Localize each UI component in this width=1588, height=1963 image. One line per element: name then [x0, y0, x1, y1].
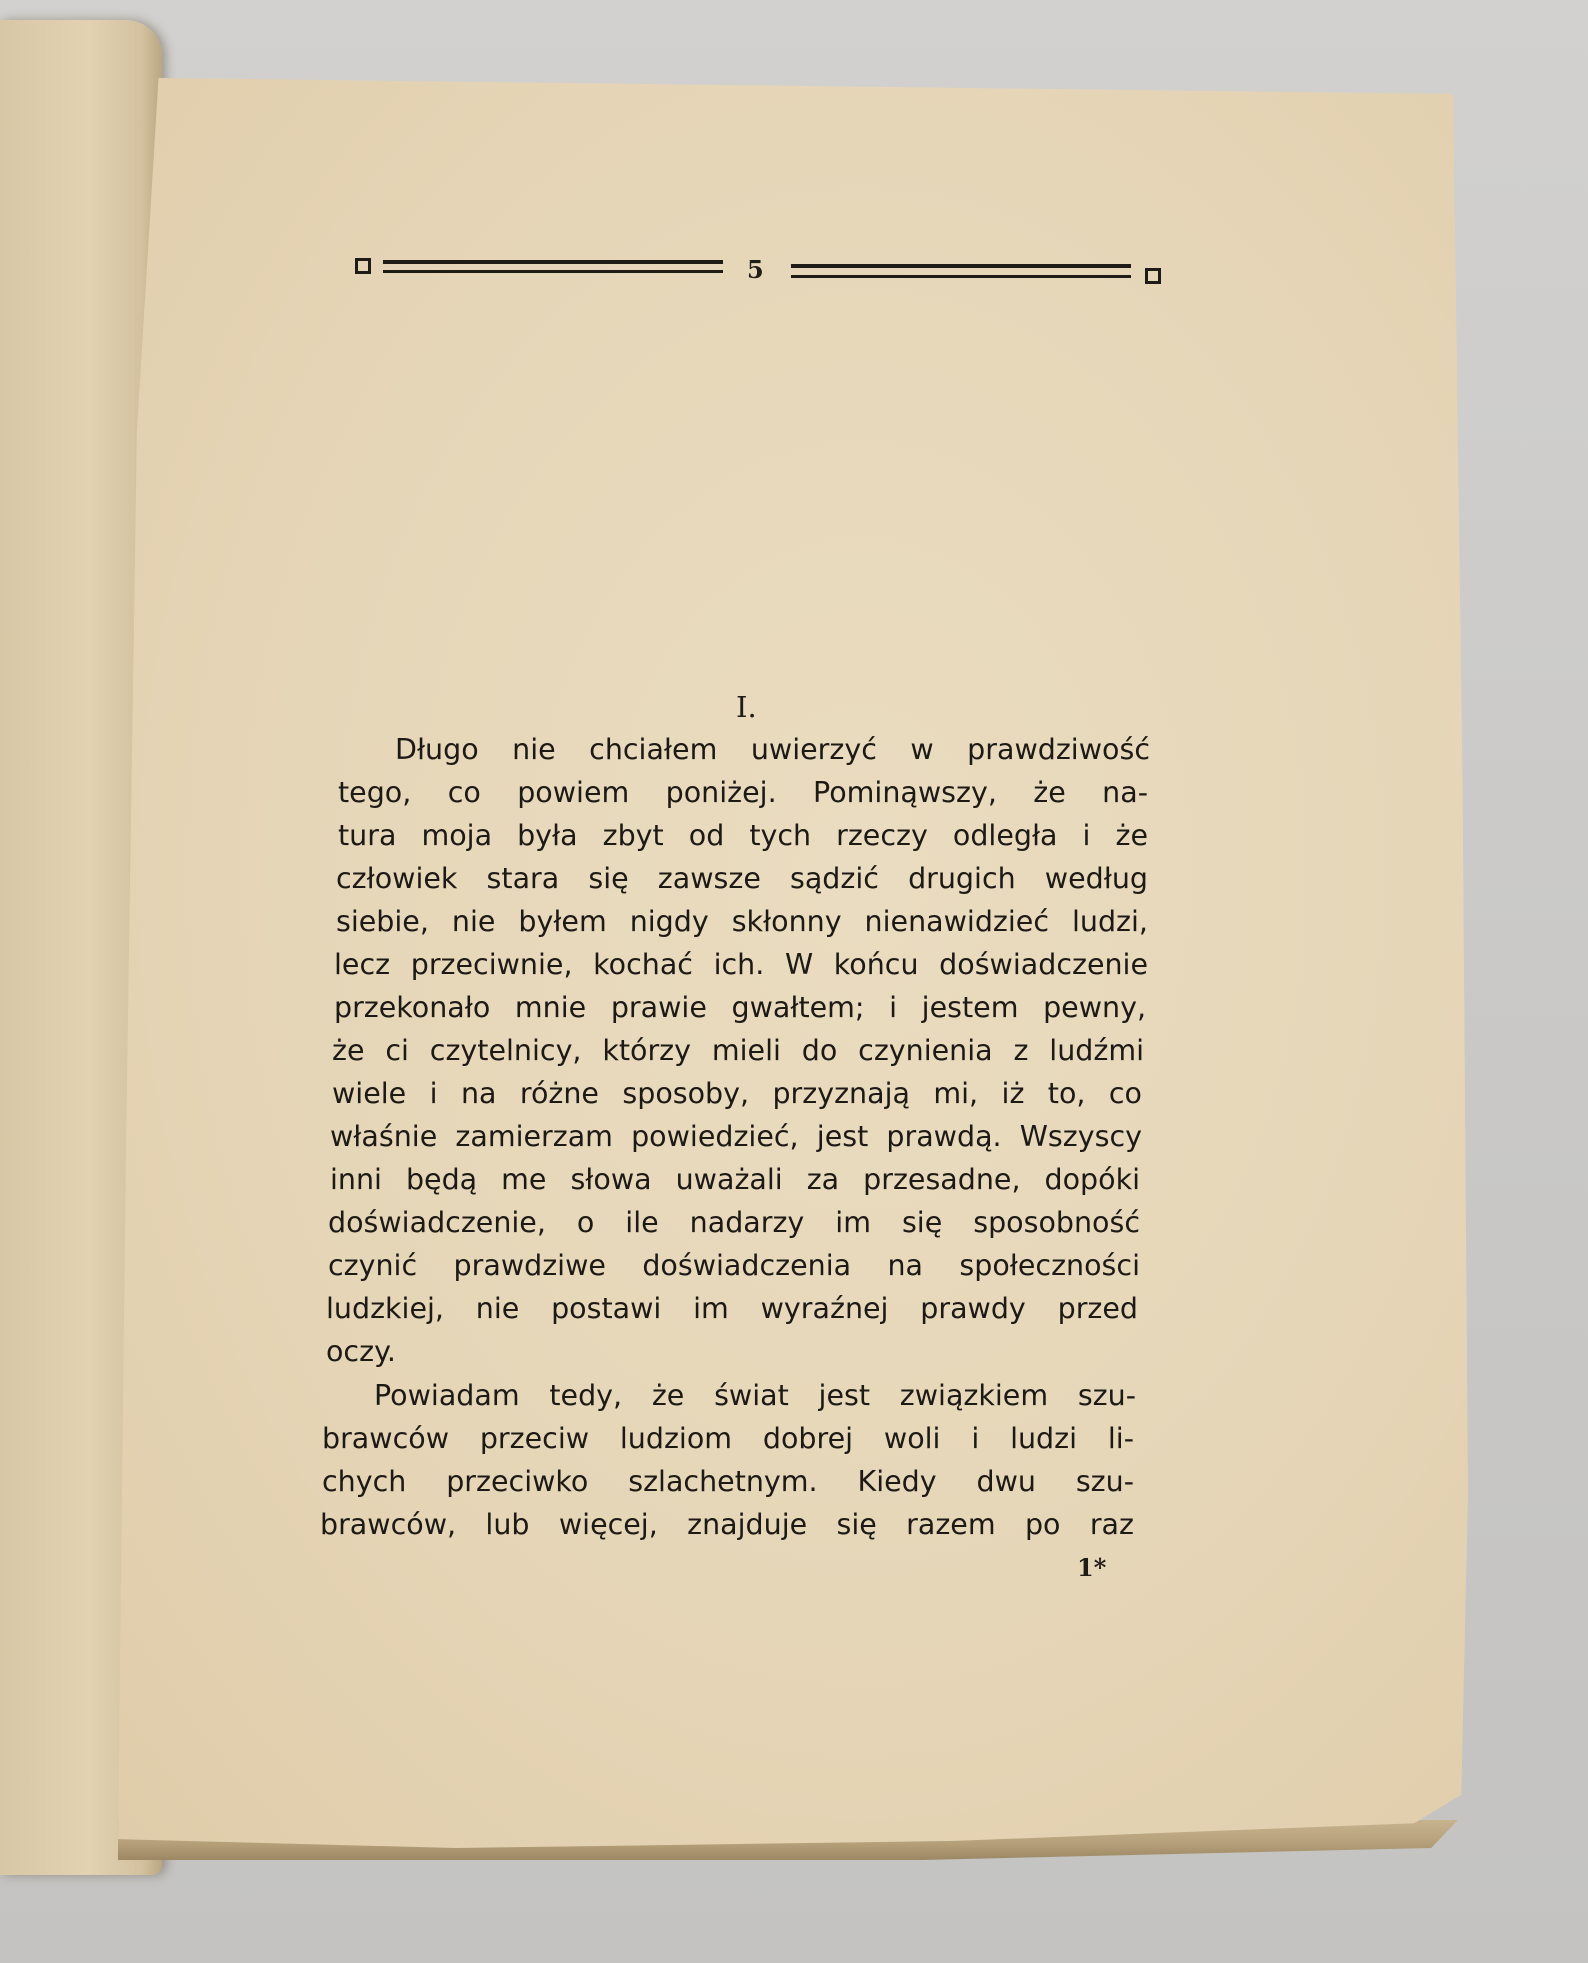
text-line: tego, co powiem poniżej. Pominąwszy, że na- [338, 776, 1148, 809]
text-line: chych przeciwko szlachetnym. Kiedy dwu szu- [322, 1465, 1134, 1498]
text-line: czynić prawdziwe doświadczenia na społeczności [328, 1249, 1140, 1282]
chapter-heading: I. [736, 690, 757, 724]
text-line: brawców, lub więcej, znajduje się razem po raz [320, 1508, 1134, 1541]
text-line: inni będą me słowa uważali za przesadne, dopóki [330, 1163, 1140, 1196]
text-line: doświadczenie, o ile nadarzy im się sposobność [328, 1206, 1140, 1239]
text-line: ludzkiej, nie postawi im wyraźnej prawdy przed [326, 1292, 1138, 1325]
text-line: Długo nie chciałem uwierzyć w prawdziwość [395, 733, 1150, 766]
text-line: człowiek stara się zawsze sądzić drugich według [336, 862, 1148, 895]
signature-mark: 1* [1077, 1553, 1107, 1582]
text-line: przekonało mnie prawie gwałtem; i jestem pewny, [334, 991, 1146, 1024]
text-line: lecz przeciwnie, kochać ich. W końcu doświadczenie [334, 948, 1148, 981]
text-line: właśnie zamierzam powiedzieć, jest prawdą. Wszyscy [330, 1120, 1142, 1153]
text-line: tura moja była zbyt od tych rzeczy odległa i że [338, 819, 1148, 852]
page-number: 5 [747, 255, 764, 284]
text-line: brawców przeciw ludziom dobrej woli i ludzi li- [322, 1422, 1134, 1455]
text-line: wiele i na różne sposoby, przyznają mi, iż to, co [332, 1077, 1142, 1110]
text-line: oczy. [326, 1335, 396, 1368]
text-line: siebie, nie byłem nigdy skłonny nienawidzieć ludzi, [336, 905, 1148, 938]
text-line: że ci czytelnicy, którzy mieli do czynienia z ludźmi [332, 1034, 1144, 1067]
text-line: Powiadam tedy, że świat jest związkiem szu- [374, 1379, 1136, 1412]
